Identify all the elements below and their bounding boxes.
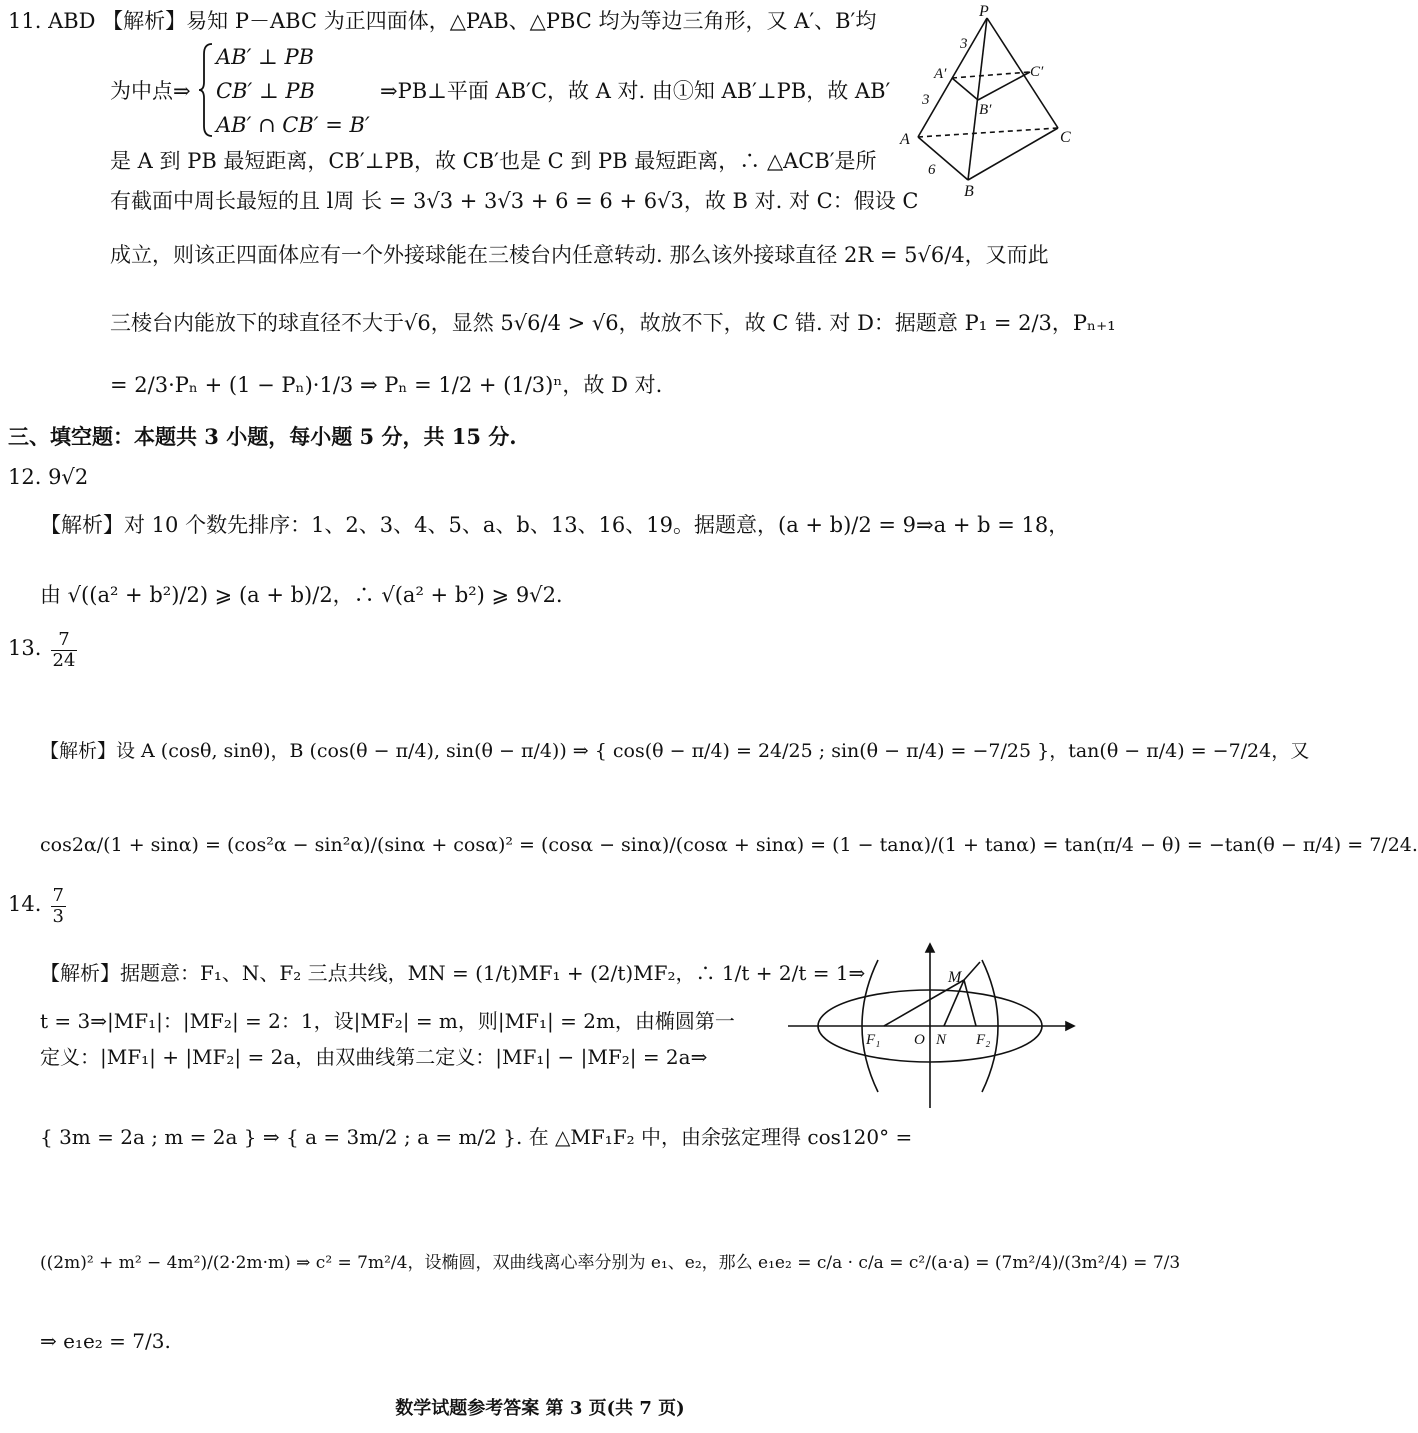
label-point-n: N <box>936 1032 947 1048</box>
label-vertex-b: B <box>964 183 974 200</box>
ellipse-hyperbola-figure <box>786 940 1076 1110</box>
brace-line-3: AB′ ∩ CB′ = B′ <box>216 113 370 137</box>
label-vertex-p: P <box>979 3 989 20</box>
q14-line6: ⇒ e₁e₂ = 7/3. <box>40 1329 171 1353</box>
q14-line5: ((2m)² + m² − 4m²)/(2·2m·m) ⇒ c² = 7m²/4，设椭圆，双曲线离心率分别为 e₁、e₂，那么 e₁e₂ = c/a · c/a = c²/(a·a) = (7m²/4)/(3m²/4) = 7/3 <box>40 1253 1181 1273</box>
q13-answer-fraction: $\frac{7}{24}$ <box>52 629 76 671</box>
q14-line3: 定义：|MF₁| + |MF₂| = 2a，由双曲线第二定义：|MF₁| − |MF₂| = 2a⇒ <box>40 1045 708 1069</box>
q14-line1: 【解析】据题意：F₁、N、F₂ 三点共线，MN = (1/t)MF₁ + (2/t)MF₂，∴ 1/t + 2/t = 1⇒ <box>40 961 866 985</box>
q11-line7: = 2/3·Pₙ + (1 − Pₙ)·1/3 ⇒ Pₙ = 1/2 + (1/3)ⁿ，故 D 对. <box>110 373 663 397</box>
q11-line4: 有截面中周长最短的且 l周 长 = 3√3 + 3√3 + 6 = 6 + 6√3，故 B 对. 对 C：假设 C <box>110 189 919 213</box>
q11-line6: 三棱台内能放下的球直径不大于√6，显然 5√6/4 > √6，故放不下，故 C 错. 对 D：据题意 P₁ = 2/3，Pₙ₊₁ <box>110 311 1116 335</box>
q13-line1: 【解析】设 A (cosθ, sinθ)，B (cos(θ − π/4), sin(θ − π/4)) ⇒ { cos(θ − π/4) = 24/25 ; sin(θ − π/4) = −7/25 }，tan(θ − π/4) = −7/24，又 <box>40 740 1310 762</box>
label-focus-f1: F₁ <box>866 1032 881 1048</box>
label-vertex-a-prime: A′ <box>934 66 947 82</box>
q11-line3: 是 A 到 PB 最短距离，CB′⊥PB，故 CB′也是 C 到 PB 最短距离，∴ △ACB′是所 <box>110 149 877 173</box>
label-length-ab: 6 <box>928 162 936 178</box>
q11-line1: 11. ABD 【解析】易知 P－ABC 为正四面体，△PAB、△PBC 均为等边三角形，又 A′、B′均 <box>8 9 877 33</box>
q14-answer-block <box>8 886 66 927</box>
q14-line4: { 3m = 2a ; m = 2a } ⇒ { a = 3m/2 ; a = m/2 }. 在 △MF₁F₂ 中，由余弦定理得 cos120° = <box>40 1125 913 1149</box>
q11-line5: 成立，则该正四面体应有一个外接球能在三棱台内任意转动. 那么该外接球直径 2R = 5√6/4，又而此 <box>110 243 1049 267</box>
label-point-m: M <box>948 969 962 986</box>
brace-icon <box>198 40 214 140</box>
q14-answer-fraction: $\frac{7}{3}$ <box>52 885 64 927</box>
q14-number: 14. <box>8 892 42 916</box>
page-footer: 数学试题参考答案 第 3 页(共 7 页) <box>395 1398 685 1419</box>
q14-line2: t = 3⇒|MF₁|：|MF₂| = 2：1，设|MF₂| = m，则|MF₁| = 2m，由椭圆第一 <box>40 1009 735 1033</box>
label-focus-f2: F₂ <box>976 1032 991 1048</box>
label-origin-o: O <box>914 1032 925 1048</box>
q13-answer-block <box>8 630 77 671</box>
tetrahedron-figure <box>890 0 1080 200</box>
q13-number: 13. <box>8 636 42 660</box>
section-heading: 三、填空题：本题共 3 小题，每小题 5 分，共 15 分. <box>8 424 517 449</box>
q12-answer: 12. 9√2 <box>8 465 89 489</box>
brace-line-1: AB′ ⊥ PB <box>216 45 315 69</box>
q11-brace-system <box>198 40 368 140</box>
brace-line-2: CB′ ⊥ PB <box>216 79 315 103</box>
label-vertex-b-prime: B′ <box>979 102 992 118</box>
label-vertex-a: A <box>900 131 910 148</box>
label-length-aa: 3 <box>922 92 930 108</box>
q12-line2: 由 √((a² + b²)/2) ⩾ (a + b)/2，∴ √(a² + b²) ⩾ 9√2. <box>40 583 563 607</box>
q12-line1: 【解析】对 10 个数先排序：1、2、3、4、5、a、b、13、16、19。据题意，(a + b)/2 = 9⇒a + b = 18， <box>40 513 1070 537</box>
label-length-pa: 3 <box>960 36 968 52</box>
q11-line2-suffix: ⇒PB⊥平面 AB′C，故 A 对. 由①知 AB′⊥PB，故 AB′ <box>380 79 891 103</box>
label-vertex-c-prime: C′ <box>1030 64 1044 80</box>
q11-line2-prefix: 为中点⇒ <box>110 79 191 103</box>
label-vertex-c: C <box>1060 129 1071 146</box>
q13-line2: cos2α/(1 + sinα) = (cos²α − sin²α)/(sinα + cosα)² = (cosα − sinα)/(cosα + sinα) = (1 − tanα)/(1 + tanα) = tan(π/4 − θ) = −tan(θ − π/4) = 7/24. <box>40 834 1418 856</box>
